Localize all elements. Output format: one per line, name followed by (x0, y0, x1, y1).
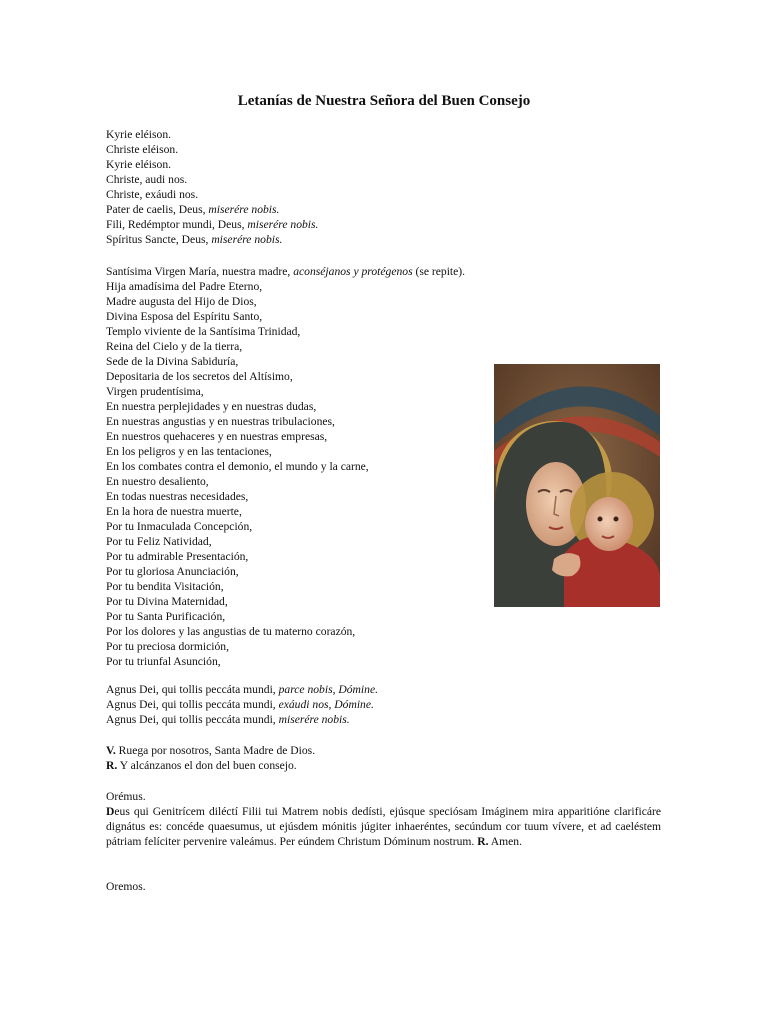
agnus-line (106, 712, 666, 727)
litany-line (106, 624, 666, 639)
kyrie-line (106, 187, 666, 202)
versicle-section (106, 743, 666, 773)
line-text: Christe, exáudi nos. (106, 188, 199, 201)
litany-line (106, 339, 666, 354)
agnus-dei-section (106, 682, 666, 727)
line-text: Hija amadísima del Padre Eterno, (106, 280, 263, 293)
versicle-mark: V. (106, 744, 116, 757)
line-text: Por tu Feliz Natividad, (106, 535, 212, 548)
line-text: Por tu preciosa dormición, (106, 640, 229, 653)
line-response: miserére nobis. (278, 713, 350, 726)
line-text: En los combates contra el demonio, el mundo y la carne, (106, 460, 369, 473)
line-text: Por tu Santa Purificación, (106, 610, 226, 623)
kyrie-line (106, 127, 666, 142)
line-text: Por tu admirable Presentación, (106, 550, 249, 563)
kyrie-line (106, 217, 666, 232)
line-response: miserére nobis. (247, 218, 319, 231)
line-response: miserére nobis. (211, 233, 283, 246)
line-text: Ruega por nosotros, Santa Madre de Dios. (115, 744, 316, 757)
line-text: Reina del Cielo y de la tierra, (106, 340, 243, 353)
litany-line (106, 279, 666, 294)
kyrie-line (106, 157, 666, 172)
kyrie-line (106, 232, 666, 247)
line-response: aconséjanos y protégenos (293, 265, 413, 278)
agnus-line (106, 697, 666, 712)
kyrie-line (106, 172, 666, 187)
line-text: Kyrie eléison. (106, 158, 172, 171)
prayer-response-mark: R. (477, 835, 489, 848)
litany-line (106, 654, 666, 669)
closing-prayer (106, 804, 661, 849)
line-text: Agnus Dei, qui tollis peccáta mundi, (106, 698, 279, 711)
line-text: En nuestro desaliento, (106, 475, 209, 488)
kyrie-section (106, 127, 666, 247)
versicles-line (106, 758, 666, 773)
litany-line (106, 609, 666, 624)
oremus-heading: Orémus. (106, 790, 146, 803)
line-text: Spíritus Sancte, Deus, (106, 233, 212, 246)
line-text: En la hora de nuestra muerte, (106, 505, 242, 518)
line-text: Madre augusta del Hijo de Dios, (106, 295, 257, 308)
line-text: Fili, Redémptor mundi, Deus, (106, 218, 248, 231)
oremos-line: Oremos. (106, 880, 146, 893)
versicle-mark: R. (106, 759, 118, 772)
litany-line (106, 264, 666, 279)
line-text: Templo viviente de la Santísima Trinidad, (106, 325, 301, 338)
line-text: Por tu gloriosa Anunciación, (106, 565, 239, 578)
line-response: parce nobis, Dómine. (278, 683, 378, 696)
line-text: Por tu bendita Visitación, (106, 580, 224, 593)
line-text: Virgen prudentísima, (106, 385, 204, 398)
line-text: En todas nuestras necesidades, (106, 490, 249, 503)
line-text: Agnus Dei, qui tollis peccáta mundi, (106, 683, 279, 696)
line-text: Christe eléison. (106, 143, 179, 156)
madonna-fresco-illustration (494, 364, 660, 607)
line-text: Pater de caelis, Deus, (106, 203, 209, 216)
line-text: Santísima Virgen María, nuestra madre, (106, 265, 294, 278)
agnus-line (106, 682, 666, 697)
litany-line (106, 639, 666, 654)
versicles-line (106, 743, 666, 758)
line-text: Agnus Dei, qui tollis peccáta mundi, (106, 713, 279, 726)
line-text: Divina Esposa del Espíritu Santo, (106, 310, 263, 323)
page-title: Letanías de Nuestra Señora del Buen Consejo (237, 93, 531, 109)
line-text: Por tu Inmaculada Concepción, (106, 520, 253, 533)
line-response: miserére nobis. (208, 203, 280, 216)
kyrie-line (106, 202, 666, 217)
line-text: En los peligros y en las tentaciones, (106, 445, 272, 458)
line-text: Sede de la Divina Sabiduría, (106, 355, 239, 368)
line-note: (se repite). (412, 265, 466, 278)
prayer-body: eus qui Genitrícem diléctí Filii tui Matrem nobis dedísti, ejúsque speciósam Imáginem mira apparitióne clarificáre dignátus es: concéde quaesumus, ut ejúsdem mónitis júgiter inhaeréntes, secúndum cor tuum vívere, et ad caeléstem pátriam felíciter pervenire valeámus. Per eúndem Christum Dóminum nostrum. (106, 805, 661, 848)
litany-line (106, 309, 666, 324)
prayer-initial: D (106, 805, 115, 818)
line-text: En nuestras angustias y en nuestras tribulaciones, (106, 415, 335, 428)
prayer-closing: Amen. (488, 835, 523, 848)
madonna-and-child-image (494, 364, 660, 607)
litany-line (106, 324, 666, 339)
line-text: Y alcánzanos el don del buen consejo. (117, 759, 297, 772)
line-text: En nuestra perplejidades y en nuestras dudas, (106, 400, 317, 413)
line-text: Kyrie eléison. (106, 128, 172, 141)
litany-line (106, 294, 666, 309)
line-text: Por tu triunfal Asunción, (106, 655, 221, 668)
line-text: Christe, audi nos. (106, 173, 188, 186)
line-text: En nuestros quehaceres y en nuestras empresas, (106, 430, 328, 443)
line-text: Por tu Divina Maternidad, (106, 595, 228, 608)
line-response: exáudi nos, Dómine. (278, 698, 374, 711)
kyrie-line (106, 142, 666, 157)
line-text: Depositaria de los secretos del Altísimo, (106, 370, 293, 383)
line-text: Por los dolores y las angustias de tu materno corazón, (106, 625, 356, 638)
